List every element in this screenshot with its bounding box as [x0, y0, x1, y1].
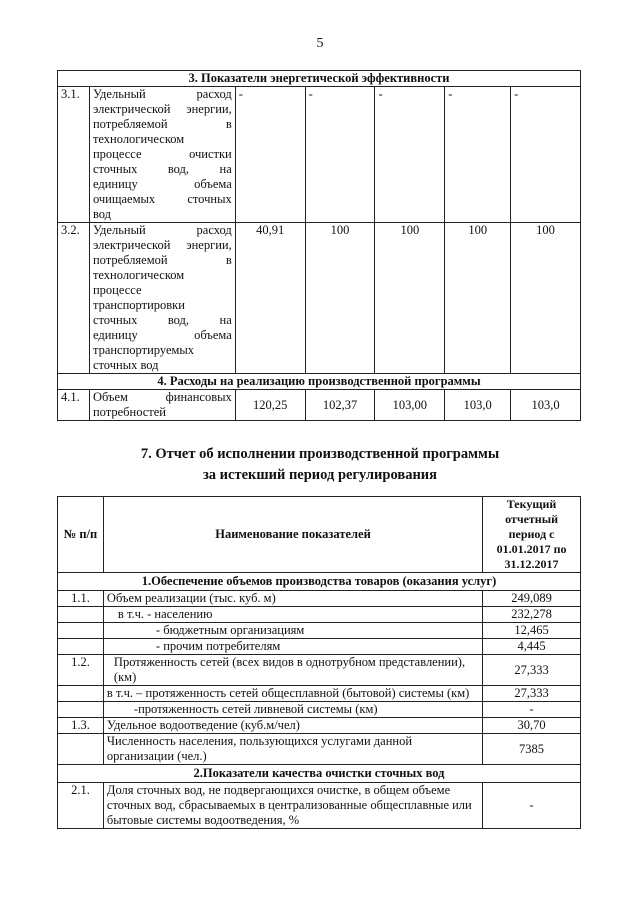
value-cell: - — [445, 87, 511, 223]
indicator-name: Удельный расход электрической энергии, потребляемой в технологическом процессе транспортировки сточных вод, на единицу объема транспортируемых сточных вод — [89, 223, 235, 374]
value-cell: 103,0 — [511, 390, 581, 421]
indicator-name: Объем финансовых потребностей — [89, 390, 235, 421]
header-name: Наименование показателей — [103, 497, 482, 573]
section-1-title: 1.Обеспечение объемов производства товаров (оказания услуг) — [58, 573, 581, 591]
section-7-title: 7. Отчет об исполнении производственной программы — [140, 446, 500, 462]
value-cell: - — [235, 87, 305, 223]
table-row: Численность населения, пользующихся услугами данной организации (чел.) 7385 — [58, 734, 581, 765]
value-cell: 100 — [445, 223, 511, 374]
table-row: - прочим потребителям 4,445 — [58, 639, 581, 655]
table-row: в т.ч. – протяженность сетей общесплавной (бытовой) системы (км) 27,333 — [58, 686, 581, 702]
header-period: Текущий отчетный период с 01.01.2017 по 31.12.2017 — [483, 497, 581, 573]
value-cell: 103,0 — [445, 390, 511, 421]
report-table — [57, 496, 581, 829]
row-number: 3.1. — [58, 87, 90, 223]
table-row: -протяженность сетей ливневой системы (км) - — [58, 702, 581, 718]
value-cell: 103,00 — [375, 390, 445, 421]
table-row — [58, 390, 581, 421]
value-cell: 40,91 — [235, 223, 305, 374]
section-3-title: 3. Показатели энергетической эффективности — [58, 71, 581, 87]
table-row: - бюджетным организациям 12,465 — [58, 623, 581, 639]
table-row: 1.1. Объем реализации (тыс. куб. м) 249,089 — [58, 591, 581, 607]
table-row: в т.ч. - населению 232,278 — [58, 607, 581, 623]
table-row: 1.3. Удельное водоотведение (куб.м/чел) 30,70 — [58, 718, 581, 734]
page-number: 5 — [316, 36, 324, 51]
value-cell: - — [511, 87, 581, 223]
section-7-subtitle: за истекший период регулирования — [202, 467, 438, 483]
value-cell: 120,25 — [235, 390, 305, 421]
value-cell: 100 — [375, 223, 445, 374]
table-row — [58, 223, 581, 374]
value-cell: 102,37 — [305, 390, 375, 421]
indicators-table — [57, 70, 581, 421]
row-number: 4.1. — [58, 390, 90, 421]
table-row — [58, 87, 581, 223]
table-row: 1.2. Протяженность сетей (всех видов в однотрубном представлении), (км) 27,333 — [58, 655, 581, 686]
header-num: № п/п — [58, 497, 104, 573]
section-2-title: 2.Показатели качества очистки сточных вод — [58, 765, 581, 783]
row-number: 3.2. — [58, 223, 90, 374]
table-row: 2.1. Доля сточных вод, не подвергающихся очистке, в общем объеме сточных вод, сбрасываемых в централизованные общесплавные или бытовые системы водоотведения, % - — [58, 783, 581, 829]
value-cell: - — [375, 87, 445, 223]
indicator-name: Удельный расход электрической энергии, потребляемой в технологическом процессе очистки сточных вод, на единицу объема очищаемых сточных вод — [89, 87, 235, 223]
value-cell: 100 — [305, 223, 375, 374]
value-cell: 100 — [511, 223, 581, 374]
value-cell: - — [305, 87, 375, 223]
section-4-title: 4. Расходы на реализацию производственной программы — [58, 374, 581, 390]
